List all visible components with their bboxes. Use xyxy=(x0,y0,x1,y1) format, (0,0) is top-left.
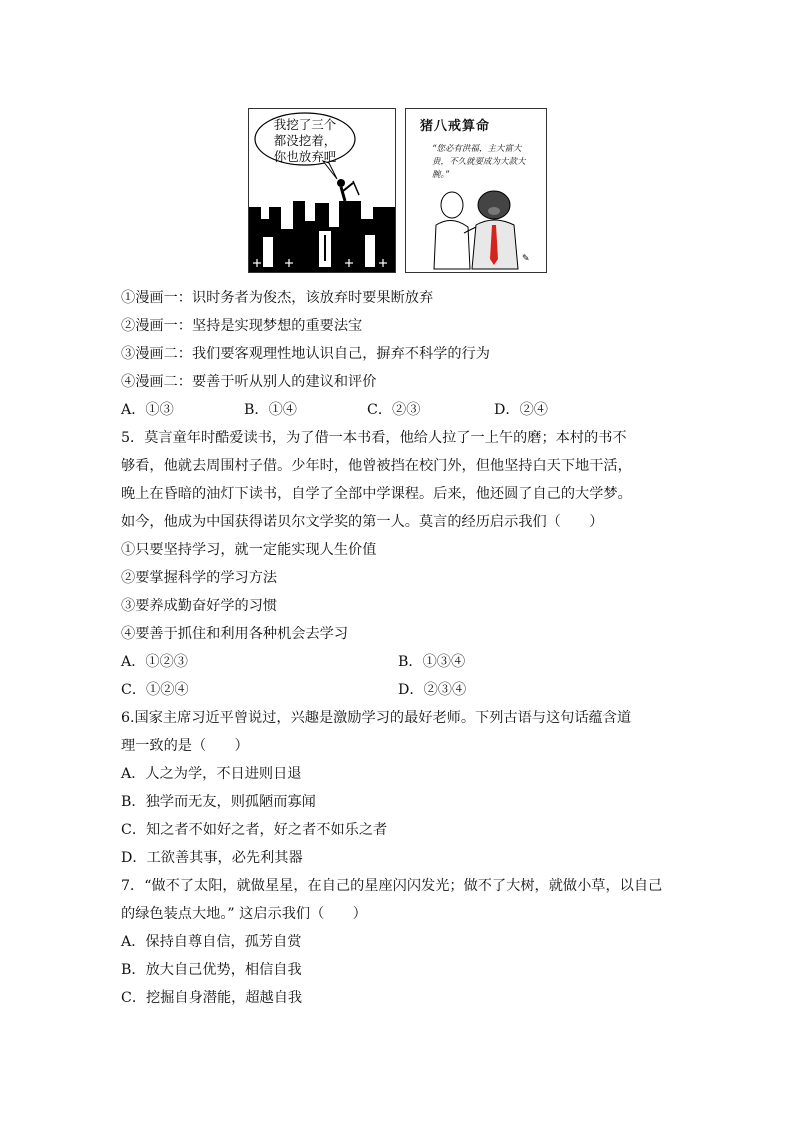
q4-statement: ④漫画二：要善于听从别人的建议和评价 xyxy=(121,374,377,390)
q6-option-a: A．人之为学，不日进则日退 xyxy=(121,766,302,782)
q5-statement: ③要养成勤奋好学的习惯 xyxy=(121,598,278,614)
q6-option-c: C．知之者不如好之者，好之者不如乐之者 xyxy=(121,822,388,838)
q7-stem-line: 的绿色装点大地。” 这启示我们（ ） xyxy=(121,906,367,922)
q6-option-b: B．独学而无友，则孤陋而寡闻 xyxy=(121,794,316,810)
q5-option-b: B．①③④ xyxy=(398,654,466,670)
bubble-line: 我挖了三个 xyxy=(273,117,337,132)
bubble-line: 你也放弃吧 xyxy=(273,149,337,164)
q7-option-c: C．挖掘自身潜能，超越自我 xyxy=(121,990,303,1006)
q4-statement: ②漫画一：坚持是实现梦想的重要法宝 xyxy=(121,318,363,334)
q5-option-c: C．①②④ xyxy=(121,682,189,698)
q5-stem-line: 晚上在昏暗的油灯下读书，自学了全部中学课程。后来，他还圆了自己的大学梦。 xyxy=(121,486,632,502)
comic-two-quote: “您必有洪福，主大富大贵，不久就要成为大款大腕。” xyxy=(432,144,526,180)
q5-option-d: D．②③④ xyxy=(398,682,467,698)
q5-stem-line: 如今，他成为中国获得诺贝尔文学奖的第一人。莫言的经历启示我们（ ） xyxy=(121,514,604,530)
q4-option-b: B．①④ xyxy=(244,402,297,418)
q4-option-d: D．②④ xyxy=(494,402,548,418)
q5-statement: ④要善于抓住和利用各种机会去学习 xyxy=(121,626,349,642)
q5-statement: ②要掌握科学的学习方法 xyxy=(121,570,278,586)
q5-stem-line: 够看，他就去周围村子借。少年时，他曾被挡在校门外，但他坚持白天下地干活， xyxy=(121,458,632,474)
q7-option-b: B．放大自己优势，相信自我 xyxy=(121,962,302,978)
q4-statement: ③漫画二：我们要客观理性地认识自己，摒弃不科学的行为 xyxy=(121,346,490,362)
comic-one xyxy=(248,108,396,273)
q6-stem-line: 理一致的是（ ） xyxy=(121,738,249,754)
q5-stem-line: 5．莫言童年时酷爱读书，为了借一本书看，他给人拉了一上午的磨；本村的书不 xyxy=(121,430,627,446)
q6-stem-line: 6.国家主席习近平曾说过，兴趣是激励学习的最好老师。下列古语与这句话蕴含道 xyxy=(121,710,632,726)
q6-option-d: D．工欲善其事，必先利其器 xyxy=(121,850,303,866)
q7-option-a: A．保持自尊自信，孤芳自赏 xyxy=(121,934,302,950)
q4-option-c: C．②③ xyxy=(367,402,421,418)
q4-option-a: A．①③ xyxy=(121,402,174,418)
q5-option-a: A．①②③ xyxy=(121,654,188,670)
svg-text:✎: ✎ xyxy=(522,254,530,264)
q5-statement: ①只要坚持学习，就一定能实现人生价值 xyxy=(121,542,377,558)
comic-one-speech-bubble xyxy=(257,117,353,165)
q7-stem-line: 7．“做不了太阳，就做星星，在自己的星座闪闪发光；做不了大树，就做小草，以自己 xyxy=(121,878,663,894)
bubble-line: 都没挖着， xyxy=(273,133,337,148)
comic-two xyxy=(405,108,547,273)
q4-statement: ①漫画一：识时务者为俊杰，该放弃时要果断放弃 xyxy=(121,290,434,306)
comic-two-title: 猪八戒算命 xyxy=(420,119,491,134)
